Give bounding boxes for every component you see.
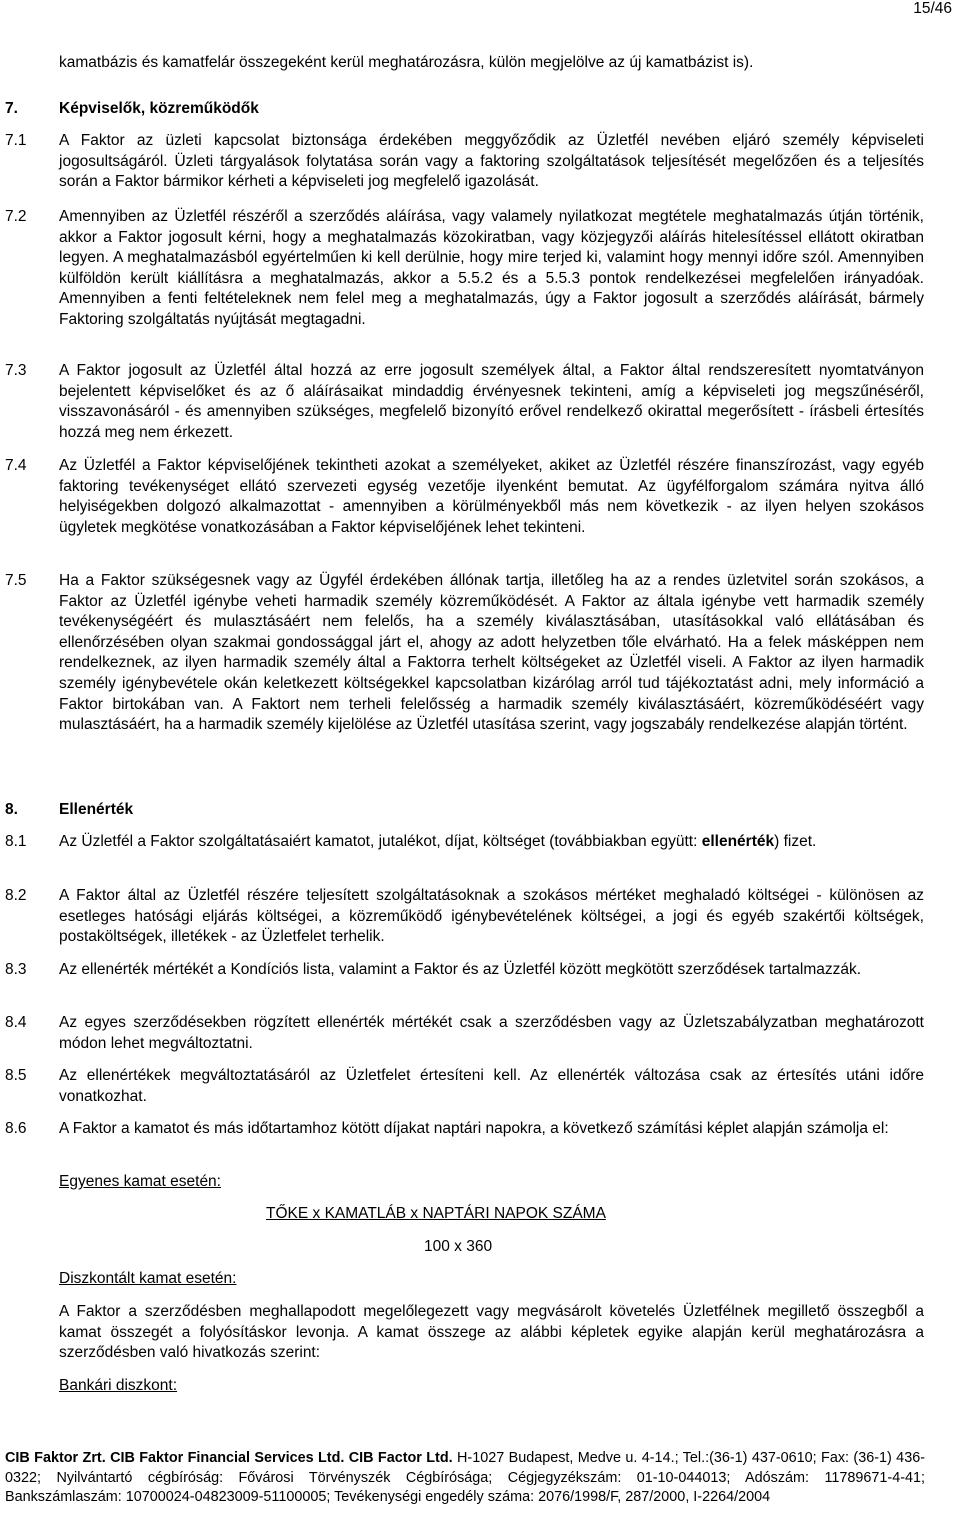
footer-company-names: CIB Faktor Zrt. CIB Faktor Financial Services Ltd. CIB Factor Ltd. <box>5 1450 453 1466</box>
clause-number: 8.4 <box>5 1014 27 1031</box>
clause-number: 8.3 <box>5 961 27 978</box>
clause-number: 8.5 <box>5 1067 27 1084</box>
clause-text: A Faktor jogosult az Üzletfél által hozzá az erre jogosult személyek által, a Faktor által rendszeresített nyomtatványon bejelentett képviselőket és az ő aláírásaikat mindaddig érvényesnek tekinteni, amíg a képviseleti jog megszűnéséről, visszavonásáról - és amennyiben szükséges, megfelelő bizonyító erővel rendelkező okirattal megerősített - írásbeli értesítés hozzá meg nem érkezett. <box>59 362 924 441</box>
formula-numerator: TŐKE x KAMATLÁB x NAPTÁRI NAPOK SZÁMA <box>266 1205 606 1222</box>
clause-text-part: Az Üzletfél a Faktor szolgáltatásaiért kamatot, jutalékot, díjat, költséget (továbbiakban együtt: <box>59 833 702 850</box>
clause-text: Az ellenérték mértékét a Kondíciós lista, valamint a Faktor és az Üzletfél között megkötött szerződések tartalmazzák. <box>59 961 862 978</box>
clause-number: 7.2 <box>5 208 27 225</box>
clause-text: A Faktor által az Üzletfél részére teljesített szolgáltatásoknak a szokásos mértéket meghaladó költségei - különösen az esetleges hatósági eljárás költségei, a közreműködő igénybevételének költségei, a jogi és egyéb szakértői költségek, postaköltségek, illetékek - az Üzletfelet terhelik. <box>59 887 924 946</box>
defined-term: ellenérték <box>701 833 775 850</box>
discount-paragraph: A Faktor a szerződésben meghallapodott megelőlegezett vagy megvásárolt követelés Üzletfélnek megillető összegből a kamat összegét a folyósításkor levonja. A kamat összege az alábbi képletek egyike alapján kerül meghatározásra a szerződésben való hivatkozás szerint: <box>59 1303 924 1362</box>
clause-text: Amennyiben az Üzletfél részéről a szerződés aláírása, vagy valamely nyilatkozat megtétele meghatalmazás útján történik, akkor a Faktor jogosult kérni, hogy a meghatalmazás közokiratban, vagy közjegyzői aláírás hitelesítéssel ellátott okiratban legyen. A meghatalmazásból egyértelműen ki kell derülnie, hogy mire terjed ki, valamint hogy mennyi időre szól. Amennyiben külföldön került kiállításra a meghatalmazás, akkor a 5.5.2 és a 5.5.3 pontok rendelkezései megfelelően irányadóak. Amennyiben a fenti feltételeknek nem felel meg a meghatalmazás, úgy a Faktor jogosult a szerződés aláírását, bármely Faktoring szolgáltatás nyújtását megtagadni. <box>59 208 924 328</box>
clause-number: 8.1 <box>5 833 27 850</box>
discount-interest-label: Diszkontált kamat esetén: <box>59 1270 237 1287</box>
clause-text-part: ) fizet. <box>774 833 817 850</box>
clause-number: 7.4 <box>5 457 27 474</box>
intro-paragraph: kamatbázis és kamatfelár összegeként kerül meghatározásra, külön megjelölve az új kamatbázist is). <box>59 54 754 71</box>
page-footer <box>5 1449 925 1508</box>
clause-text: Az ellenértékek megváltoztatásáról az Üzletfelet értesíteni kell. Az ellenérték változása csak az értesítés utáni időre vonatkozhat. <box>59 1067 924 1105</box>
formula-denominator: 100 x 360 <box>424 1238 493 1255</box>
clause-number: 8.2 <box>5 887 27 904</box>
section-number: 8. <box>5 801 18 818</box>
simple-interest-label: Egyenes kamat esetén: <box>59 1173 221 1190</box>
clause-number: 7.5 <box>5 572 27 589</box>
clause-text: A Faktor az üzleti kapcsolat biztonsága érdekében meggyőződik az Üzletfél nevében eljáró személy képviseleti jogosultságáról. Üzleti tárgyalások folytatása során vagy a faktoring szolgáltatások teljesítését megelőzően és a teljesítés során a Faktor bármikor kérheti a képviseleti jog megfelelő igazolását. <box>59 132 924 191</box>
clause-number: 8.6 <box>5 1120 27 1137</box>
footer-details: H-1027 Budapest, Medve u. 4-14.; Tel.:(36-1) 437-0610; Fax: (36-1) 436-0322; Nyilvántartó cégbíróság: Fővárosi Törvényszék Cégbírósága; Cégjegyzékszám: 01-10-044013; Adószám: 11789671-4-41; Bankszámlaszám: 10700024-04823009-51100005; Tevékenységi engedély száma: 2076/1998/F, 287/2000, I-2264/2004 <box>5 1450 925 1505</box>
clause-text: A Faktor a kamatot és más időtartamhoz kötött díjakat naptári napokra, a következő számítási képlet alapján számolja el: <box>59 1120 889 1137</box>
section-title: Képviselők, közreműködők <box>59 100 259 117</box>
bank-discount-label: Bankári diszkont: <box>59 1377 178 1394</box>
clause-text <box>59 832 924 853</box>
clause-text: Az egyes szerződésekben rögzített ellenérték mértékét csak a szerződésben vagy az Üzletszabályzatban meghatározott módon lehet megváltoztatni. <box>59 1014 924 1052</box>
clause-number: 7.3 <box>5 362 27 379</box>
clause-text: Az Üzletfél a Faktor képviselőjének tekintheti azokat a személyeket, akiket az Üzletfél részére finanszírozást, vagy egyéb faktoring tevékenységet ellátó szervezeti egység vezetője ilyenként bemutat. Az ügyfélforgalom számára nyitva álló helyiségekben dolgozó alkalmazottat - amennyiben a körülményekből más nem következik - az ilyen helyen szokásos ügyletek megkötése vonatkozásában a Faktor képviselőjének lehet tekinteni. <box>59 457 924 536</box>
page-number: 15/46 <box>913 0 952 17</box>
clause-text: Ha a Faktor szükségesnek vagy az Ügyfél érdekében állónak tartja, illetőleg ha az a rendes üzletvitel során szokásos, a Faktor az Üzletfél igénybe veheti harmadik személy közreműködését. A Faktor az általa igénybe vett harmadik személy tevékenységéért és mulasztásáért nem felelős, ha a személy kiválasztásában, utasításokkal való ellátásában és ellenőrzésében olyan szakmai gondossággal járt el, ahogy az adott helyzetben tőle elvárható. Ha a felek másképpen nem rendelkeznek, az ilyen harmadik személy által a Faktorra terhelt költségeket az Üzletfél viseli. A Faktor az ilyen harmadik személy igénybevétele okán keletkezett költségekkel kapcsolatban kizárólag arról tud tájékoztatást adni, mely információ a Faktor birtokában van. A Faktort nem terheli felelősség a harmadik személy kiválasztásáért, közreműködéséért vagy mulasztásáért, ha a harmadik személy kijelölése az Üzletfél utasítása szerint, vagy jogszabály rendelkezése alapján történt. <box>59 572 924 734</box>
section-number: 7. <box>5 100 18 117</box>
section-title: Ellenérték <box>59 801 134 818</box>
clause-number: 7.1 <box>5 132 27 149</box>
